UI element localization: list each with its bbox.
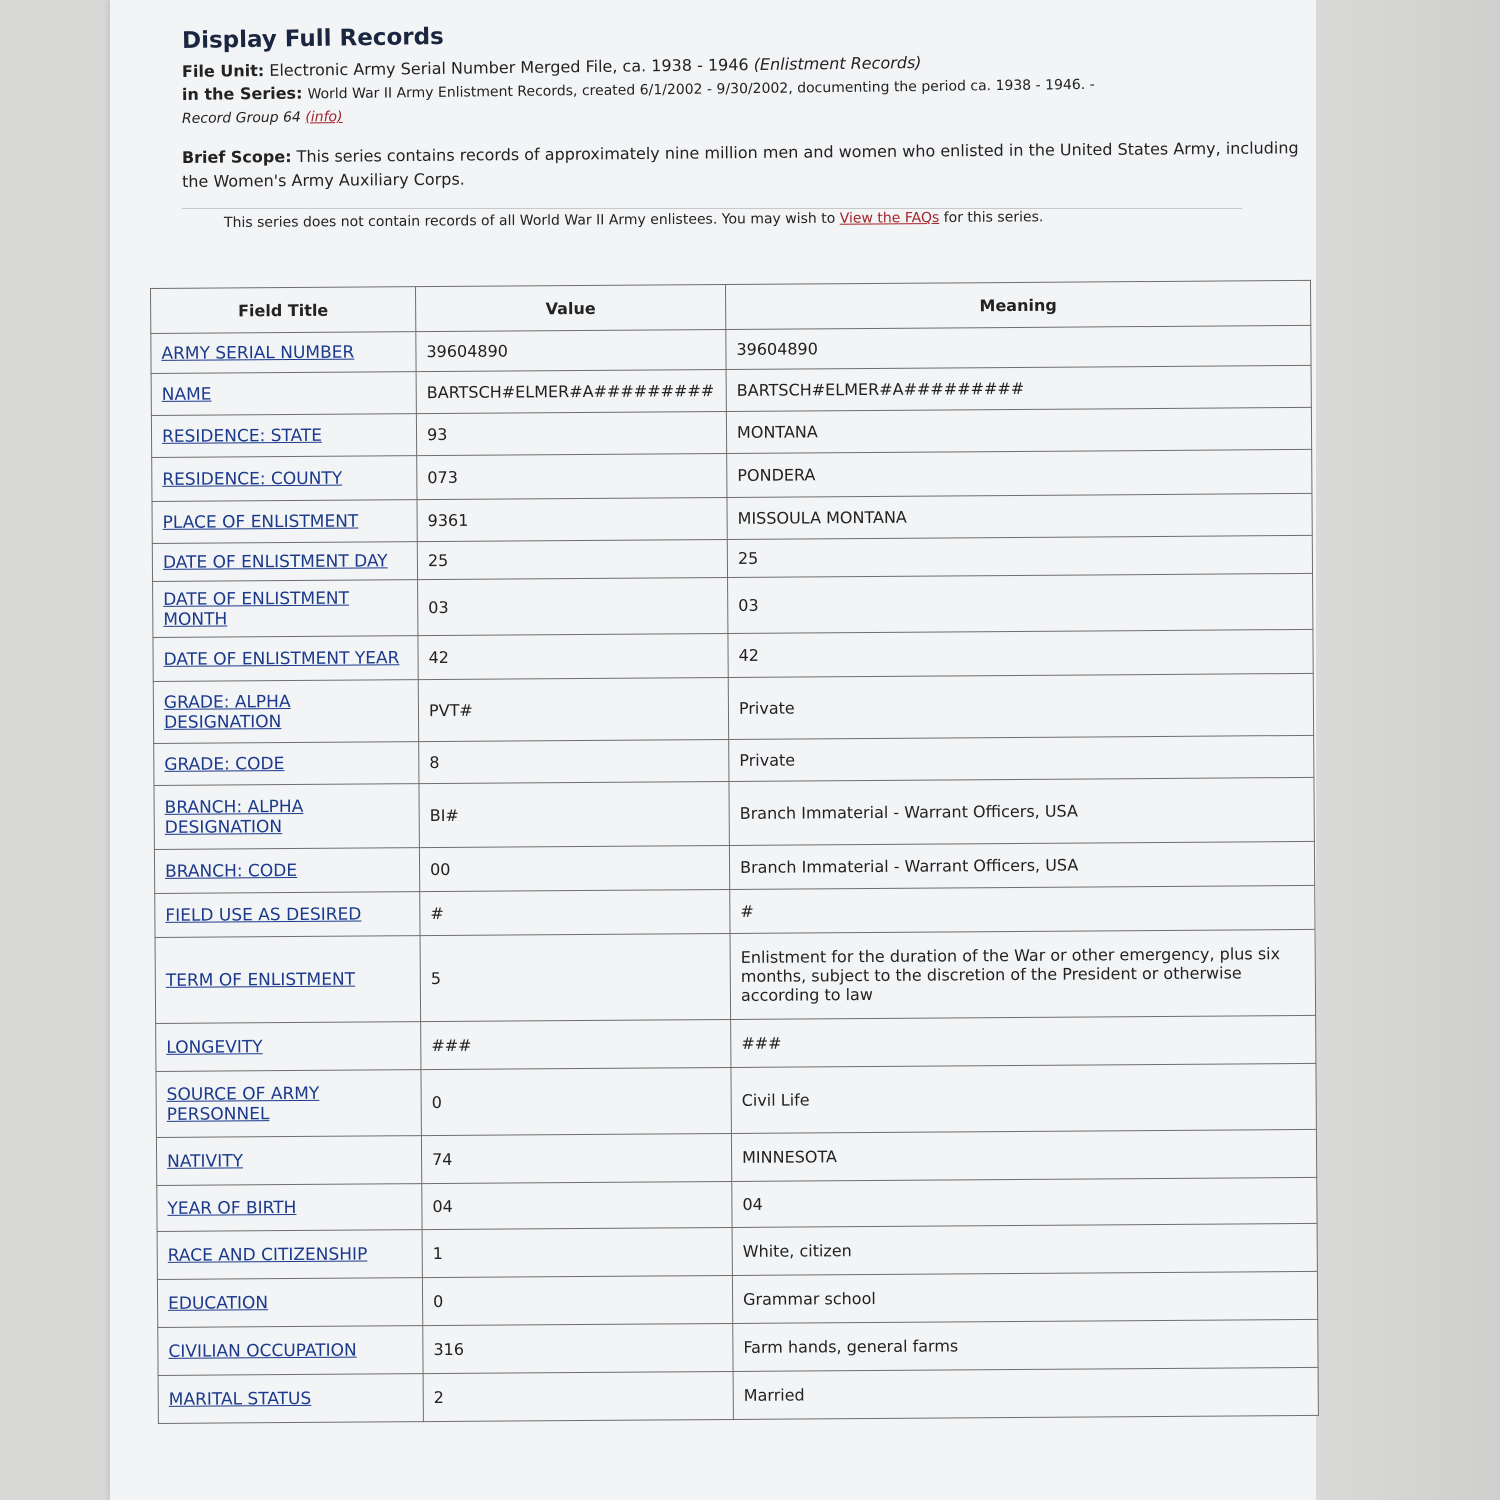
series-label: in the Series: [181, 83, 303, 104]
field-title-link[interactable]: DATE OF ENLISTMENT YEAR [163, 647, 400, 670]
table-row [157, 1271, 1317, 1327]
field-title-cell [152, 456, 417, 502]
meaning-cell: Farm hands, general farms [733, 1319, 1318, 1371]
meaning-cell: ### [731, 1015, 1316, 1067]
note-text: This series does not contain records of all World War II Army enlistees. You may wish to [223, 210, 836, 231]
field-title-cell [156, 1022, 421, 1072]
value-cell: 74 [421, 1133, 731, 1183]
field-title-cell [151, 332, 416, 374]
meaning-cell: MONTANA [726, 407, 1311, 453]
value-cell: 03 [418, 577, 728, 635]
brief-scope [182, 136, 1327, 194]
record-group: Record Group 64 [181, 109, 301, 127]
meaning-cell: # [730, 885, 1315, 933]
field-title-link[interactable]: EDUCATION [168, 1292, 269, 1314]
value-cell: ### [421, 1019, 731, 1069]
value-cell: 9361 [417, 497, 727, 541]
value-cell: BI# [419, 781, 729, 847]
field-title-link[interactable]: MARITAL STATUS [168, 1388, 312, 1410]
field-title-link[interactable]: NATIVITY [167, 1150, 244, 1172]
meaning-cell: Married [733, 1367, 1318, 1419]
field-title-link[interactable]: DATE OF ENLISTMENT DAY [162, 550, 388, 573]
file-unit-value: Electronic Army Serial Number Merged File, ca. 1938 - 1946 [269, 55, 749, 80]
field-title-cell [154, 742, 419, 786]
page-title: Display Full Records [181, 23, 444, 54]
field-title-link[interactable]: PLACE OF ENLISTMENT [162, 511, 359, 533]
meaning-cell: 25 [727, 535, 1312, 577]
value-cell: 0 [422, 1275, 732, 1325]
field-title-cell [151, 372, 416, 416]
meaning-cell: Branch Immaterial - Warrant Officers, USA [729, 777, 1314, 845]
field-title-link[interactable]: BRANCH: ALPHA DESIGNATION [164, 796, 304, 838]
meaning-cell: MINNESOTA [731, 1129, 1316, 1181]
field-title-link[interactable]: SOURCE OF ARMY PERSONNEL [166, 1083, 320, 1125]
field-title-cell [155, 936, 421, 1024]
value-cell: 42 [418, 633, 728, 679]
field-title-cell [153, 636, 418, 682]
value-cell: 1 [422, 1227, 732, 1277]
table-row [157, 1177, 1317, 1231]
meaning-cell: 04 [732, 1177, 1317, 1227]
column-header-value: Value [415, 284, 725, 331]
field-title-link[interactable]: FIELD USE AS DESIRED [165, 904, 362, 926]
file-unit-note: (Enlistment Records) [753, 52, 922, 75]
background-surface [1316, 0, 1500, 1500]
field-title-cell [153, 580, 418, 638]
meaning-cell: PONDERA [727, 449, 1312, 497]
meaning-cell: Private [728, 673, 1313, 739]
field-title-cell [157, 1278, 422, 1328]
field-title-cell [151, 414, 416, 458]
field-title-link[interactable]: YEAR OF BIRTH [167, 1197, 297, 1219]
column-header-meaning: Meaning [725, 280, 1310, 329]
value-cell: 93 [416, 411, 726, 455]
column-header-field-title: Field Title [151, 287, 416, 334]
field-title-link[interactable]: GRADE: CODE [164, 753, 285, 775]
value-cell: # [420, 889, 730, 935]
field-title-link[interactable]: NAME [161, 384, 212, 405]
field-title-link[interactable]: TERM OF ENLISTMENT [165, 969, 356, 991]
field-title-cell [157, 1184, 422, 1232]
table-row [155, 929, 1316, 1023]
value-cell: 25 [417, 539, 727, 579]
value-cell: 8 [419, 739, 729, 783]
field-title-cell [158, 1326, 423, 1376]
field-title-link[interactable]: ARMY SERIAL NUMBER [161, 342, 355, 364]
meaning-cell: Private [729, 735, 1314, 781]
value-cell: 073 [417, 453, 727, 499]
field-title-cell [156, 1070, 421, 1138]
field-title-cell [152, 542, 417, 582]
meaning-cell: Enlistment for the duration of the War or other emergency, plus six months, subject to the discretion of the President or otherwise according to law [730, 929, 1316, 1019]
table-row [157, 1223, 1317, 1279]
table-row [154, 777, 1314, 849]
meaning-cell: Branch Immaterial - Warrant Officers, USA [729, 841, 1314, 889]
field-title-cell [156, 1136, 421, 1186]
value-cell: PVT# [418, 677, 728, 741]
field-title-cell [154, 784, 419, 850]
field-title-link[interactable]: DATE OF ENLISTMENT MONTH [163, 588, 350, 630]
value-cell: BARTSCH#ELMER#A######### [416, 369, 726, 413]
series-value: World War II Army Enlistment Records, created 6/1/2002 - 9/30/2002, documenting the period ca. 1938 - 1946. - [307, 76, 1095, 103]
value-cell: 00 [419, 845, 729, 891]
scope-label: Brief Scope: [181, 146, 292, 167]
value-cell: 5 [420, 933, 731, 1021]
field-title-cell [155, 892, 420, 938]
table-row [153, 673, 1313, 743]
table-row [158, 1367, 1318, 1423]
scope-text: This series contains records of approximately nine million men and women who enlisted in the United States Army, including the Women's Army Auxiliary Corps. [182, 138, 1299, 191]
value-cell: 316 [423, 1323, 733, 1373]
info-link[interactable]: (info) [305, 108, 343, 126]
table-header-row [151, 280, 1311, 333]
value-cell: 04 [422, 1181, 732, 1229]
records-table-wrap [150, 280, 1318, 1424]
table-row [158, 1319, 1318, 1375]
field-title-cell [154, 848, 419, 894]
field-title-link[interactable]: LONGEVITY [166, 1036, 263, 1058]
field-title-cell [157, 1230, 422, 1280]
series-note [224, 207, 1327, 231]
field-title-link[interactable]: BRANCH: CODE [165, 860, 298, 882]
note-text-end: for this series. [943, 209, 1044, 226]
field-title-cell [158, 1374, 423, 1424]
table-row [156, 1063, 1316, 1137]
meaning-cell: 39604890 [726, 325, 1311, 369]
field-title-link[interactable]: CIVILIAN OCCUPATION [168, 1340, 357, 1362]
meaning-cell: 42 [728, 629, 1313, 677]
record-header [181, 23, 1327, 231]
field-title-cell [153, 680, 418, 744]
table-row [156, 1129, 1316, 1185]
file-unit-label: File Unit: [181, 60, 265, 81]
field-title-link[interactable]: RESIDENCE: COUNTY [162, 468, 343, 490]
field-title-link[interactable]: GRADE: ALPHA DESIGNATION [163, 691, 291, 733]
field-title-link[interactable]: RESIDENCE: STATE [161, 425, 323, 447]
value-cell: 39604890 [416, 329, 726, 371]
table-row [156, 1015, 1316, 1071]
records-table [150, 280, 1319, 1424]
meaning-cell: MISSOULA MONTANA [727, 493, 1312, 539]
faq-link[interactable]: View the FAQs [839, 209, 940, 227]
value-cell: 2 [423, 1371, 733, 1421]
meaning-cell: BARTSCH#ELMER#A######### [726, 365, 1311, 411]
table-body [151, 325, 1319, 1423]
field-title-link[interactable]: RACE AND CITIZENSHIP [167, 1244, 368, 1266]
field-title-cell [152, 500, 417, 544]
meaning-cell: Civil Life [731, 1063, 1316, 1133]
table-row [153, 573, 1313, 637]
meaning-cell: Grammar school [732, 1271, 1317, 1323]
meaning-cell: White, citizen [732, 1223, 1317, 1275]
value-cell: 0 [421, 1067, 731, 1135]
meaning-cell: 03 [728, 573, 1313, 633]
